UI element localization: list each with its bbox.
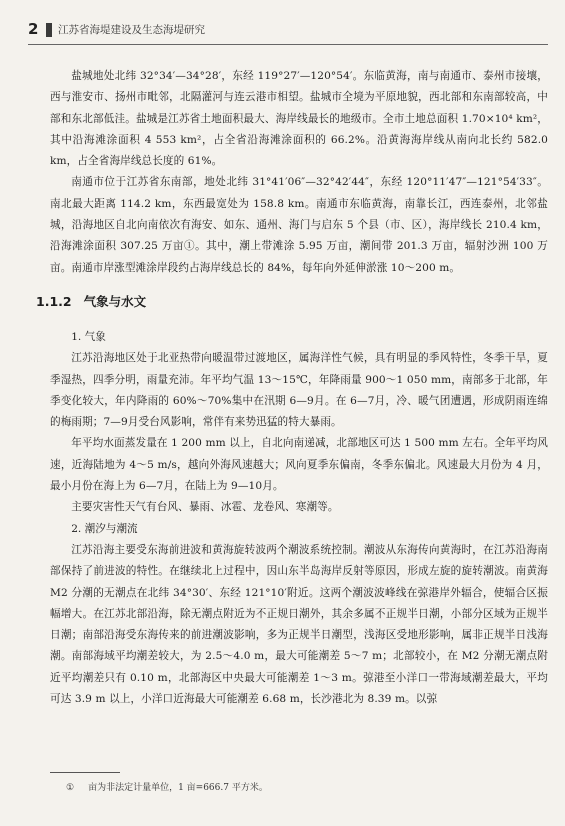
- footnote-rule: [50, 772, 120, 773]
- page-header: [28, 20, 548, 42]
- footnote-text: 亩为非法定计量单位，1 亩=666.7 平方米。: [88, 783, 268, 793]
- paragraph-climate-1: 江苏沿海地区处于北亚热带向暖温带过渡地区，属海洋性气候，具有明显的季风特性，冬季干旱，夏季湿热，四季分明，雨量充沛。年平均气温 13～15℃，年降雨量 900～1 050 mm，南部多于北部，年季变化较大，年内降雨的 60%～70%集中在汛期 6—9月。在 6—7月，冷、暖气团遭遇，形成阴雨连绵的梅雨期；7—9月受台风影响，常伴有来势迅猛的特大暴雨。: [50, 352, 548, 429]
- section-title: 气象与水文: [83, 293, 147, 309]
- running-title: 江苏省海堤建设及生态海堤研究: [58, 24, 205, 36]
- footnote-mark: ①: [66, 783, 75, 793]
- subsection-title-climate: 1. 气象: [71, 330, 106, 343]
- paragraph-yancheng: 盐城地处北纬 32°34′—34°28′，东经 119°27′—120°54′。东临黄海，南与南通市、泰州市接壤，西与淮安市、扬州市毗邻，北隔灌河与连云港市相望。盐城市全境为平原地貌，西北部和东南部较高，中部和东北部低洼。盐城是江苏省土地面积最大、海岸线最长的地级市。全市土地总面积 1.70×10⁴ km²，其中沿海滩涂面积 4 553 km²，占全省沿海滩涂面积的 66.2%。沿黄海海岸线从南向北长约 582.0 km，占全省海岸线总长度的 61%。: [50, 70, 548, 168]
- header-rule: [28, 44, 548, 45]
- section-heading: [36, 291, 548, 313]
- paragraph-climate-2: 年平均水面蒸发量在 1 200 mm 以上，自北向南递减，北部地区可达 1 500 mm 左右。全年平均风速，近海陆地为 4～5 m/s，越向外海风速越大；风向夏季东偏南，冬季东偏北。风速最大月份为 4 月，最小月份在海上为 6—7月，在陆上为 9—10月。: [50, 437, 548, 493]
- subsection-title-tide: 2. 潮汐与潮流: [71, 522, 138, 535]
- paragraph-nantong: 南通市位于江苏省东南部，地处北纬 31°41′06″—32°42′44″，东经 120°11′47″—121°54′33″。南北最大距离 114.2 km，东西最宽处为 158.8 km。南通市东临黄海，南靠长江，西连泰州，北邻盐城，沿海地区自北向南依次有海安、如东、通州、海门与启东 5 个县（市、区），海岸线长 210.4 km，沿海滩涂面积 307.25 万亩①。其中，潮上带滩涂 5.95 万亩，潮间带 201.3 万亩，辐射沙洲 100 万亩。南通市岸涨型滩涂岸段约占海岸线总长的 84%，每年向外延伸淤涨 10～200 m。: [50, 176, 548, 274]
- page-number: 2: [28, 20, 39, 38]
- footnote: [66, 780, 268, 793]
- paragraph-tide-1: 江苏沿海主要受东海前进波和黄海旋转波两个潮波系统控制。潮波从东海传向黄海时，在江苏沿海南部保持了前进波的特性。在继续北上过程中，因山东半岛海岸反射等原因，形成左旋的旋转潮波。南黄海 M2 分潮的无潮点在北纬 34°30′、东经 121°10′附近。这两个潮波波峰线在弶港岸外辐合，使辐合区振幅增大。在江苏北部沿海，除无潮点附近为不正规日潮外，其余多属不正规半日潮，小部分区域为正规半日潮；南部沿海受东海传来的前进潮波影响，多为正规半日潮型，浅海区受地形影响，属非正规半日浅海潮。南部海域平均潮差较大，为 2.5～4.0 m，最大可能潮差 5～7 m；北部较小，在 M2 分潮无潮点附近平均潮差只有 0.10 m，北部海区中央最大可能潮差 1～3 m。弶港至小洋口一带海域潮差最大，平均可达 3.9 m 以上，小洋口近海最大可能潮差 6.68 m，长沙港北为 8.39 m。以弶: [50, 543, 548, 706]
- paragraph-climate-3: 主要灾害性天气有台风、暴雨、冰雹、龙卷风、寒潮等。: [71, 501, 339, 514]
- section-number: 1.1.2: [36, 293, 72, 309]
- header-bar-decoration: [46, 23, 52, 37]
- body-text: [36, 66, 548, 710]
